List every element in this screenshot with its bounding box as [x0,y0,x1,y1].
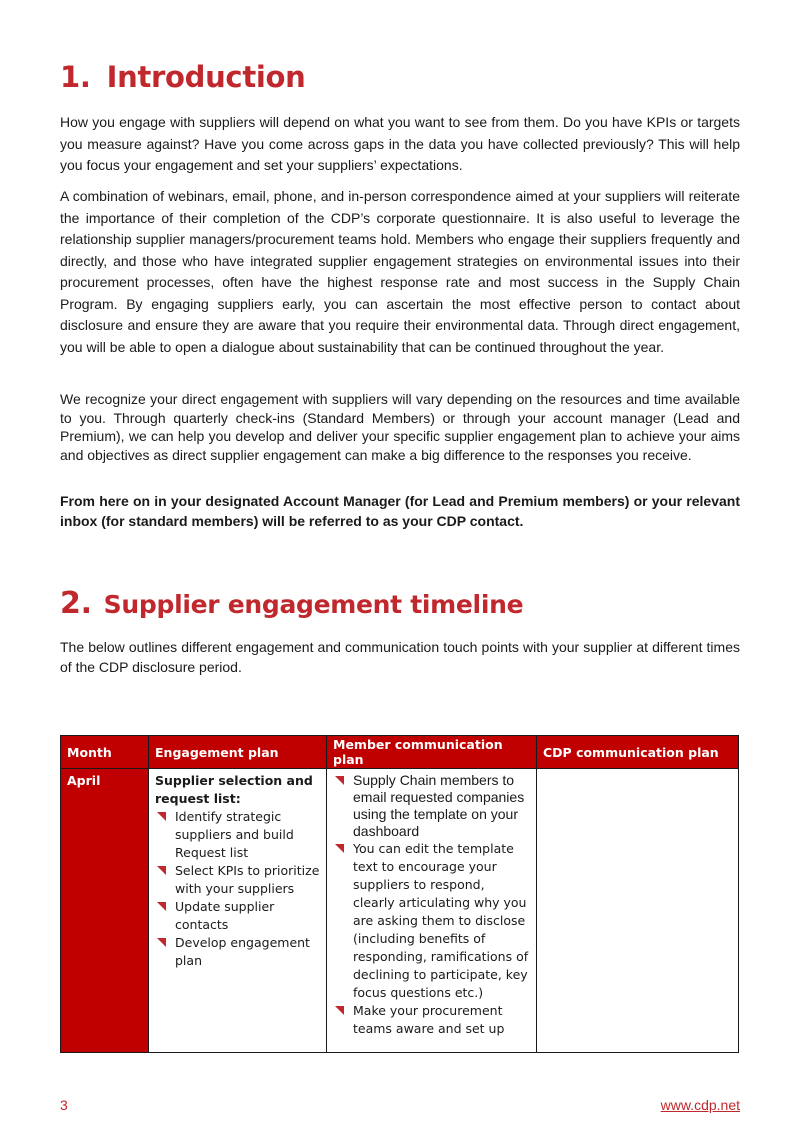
section-number: 1. [60,60,91,94]
table-header-row [61,736,739,769]
table-row [61,769,739,1053]
triangle-bullet-icon [335,844,344,853]
header-engagement-plan: Engagement plan [149,736,327,769]
triangle-bullet-icon [157,938,166,947]
section-title: Supplier engagement timeline [103,590,524,619]
intro-paragraph-1: How you engage with suppliers will depend on what you want to see from them. Do you have KPIs or targets you measure against? Have you come across gaps in the data you have collected previously? This will help you focus your engagement and set your suppliers’ expectations. [60,114,740,173]
cdp-communication-cell [537,769,739,1053]
triangle-bullet-icon [335,1006,344,1015]
header-month: Month [61,736,149,769]
intro-paragraph-2: A combination of webinars, email, phone, and in-person correspondence aimed at your suppliers will reiterate the importance of their completion of the CDP’s corporate questionnaire. It is also useful to leverage the relationship supplier managers/procurement teams hold. Members who engage their suppliers frequently and directly, and those who have integrated supplier engagement strategies on environmental issues into their procurement processes, often have the highest response rate and most success in the Supply Chain Program. By engaging suppliers early, you can ascertain the most effective person to contact about disclosure and ensure they are aware that you require their environmental data. Through direct engagement, you will be able to open a dialogue about sustainability that can be continued throughout the year. [60,188,740,355]
header-cdp-communication-plan: CDP communication plan [537,736,739,769]
month-cell: April [61,769,149,1053]
section-heading-timeline [60,586,523,621]
list-item: You can edit the template text to encourage your suppliers to respond, clearly articulating why you are asking them to disclose (including benefits of responding, ramifications of declining to participate, key focus questions etc.) [333,840,530,1002]
intro-paragraph-bold: From here on in your designated Account Manager (for Lead and Premium members) or your relevant inbox (for standard members) will be referred to as your CDP contact. [60,493,740,529]
engagement-list [155,808,320,970]
header-member-communication-plan: Member communication plan [327,736,537,769]
list-item: Identify strategic suppliers and build Request list [155,808,320,862]
section-number: 2. [60,586,92,621]
list-item: Make your procurement teams aware and set up [333,1002,530,1038]
engagement-plan-cell [149,769,327,1053]
section-title: Introduction [106,60,306,94]
member-list [333,772,530,1038]
engagement-timeline-table [60,735,739,1053]
triangle-bullet-icon [157,812,166,821]
member-communication-cell [327,769,537,1053]
list-item: Select KPIs to prioritize with your suppliers [155,862,320,898]
triangle-bullet-icon [157,902,166,911]
triangle-bullet-icon [335,776,344,785]
footer-website-link[interactable]: www.cdp.net [660,1097,740,1113]
section-heading-introduction [60,60,306,94]
engagement-heading: Supplier selection and request list: [155,773,313,806]
page-number: 3 [60,1097,68,1113]
list-item: Supply Chain members to email requested companies using the template on your dashboard [333,772,530,840]
triangle-bullet-icon [157,866,166,875]
list-item: Develop engagement plan [155,934,320,970]
intro-paragraph-3: We recognize your direct engagement with suppliers will vary depending on the resources and time available to you. Through quarterly check-ins (Standard Members) or through your account manager (Lead and Premium), we can help you develop and deliver your specific supplier engagement plan to achieve your aims and objectives as direct supplier engagement can make a big difference to the responses you receive. [60,391,740,463]
list-item: Update supplier contacts [155,898,320,934]
timeline-paragraph: The below outlines different engagement and communication touch points with your supplier at different times of the CDP disclosure period. [60,639,740,675]
